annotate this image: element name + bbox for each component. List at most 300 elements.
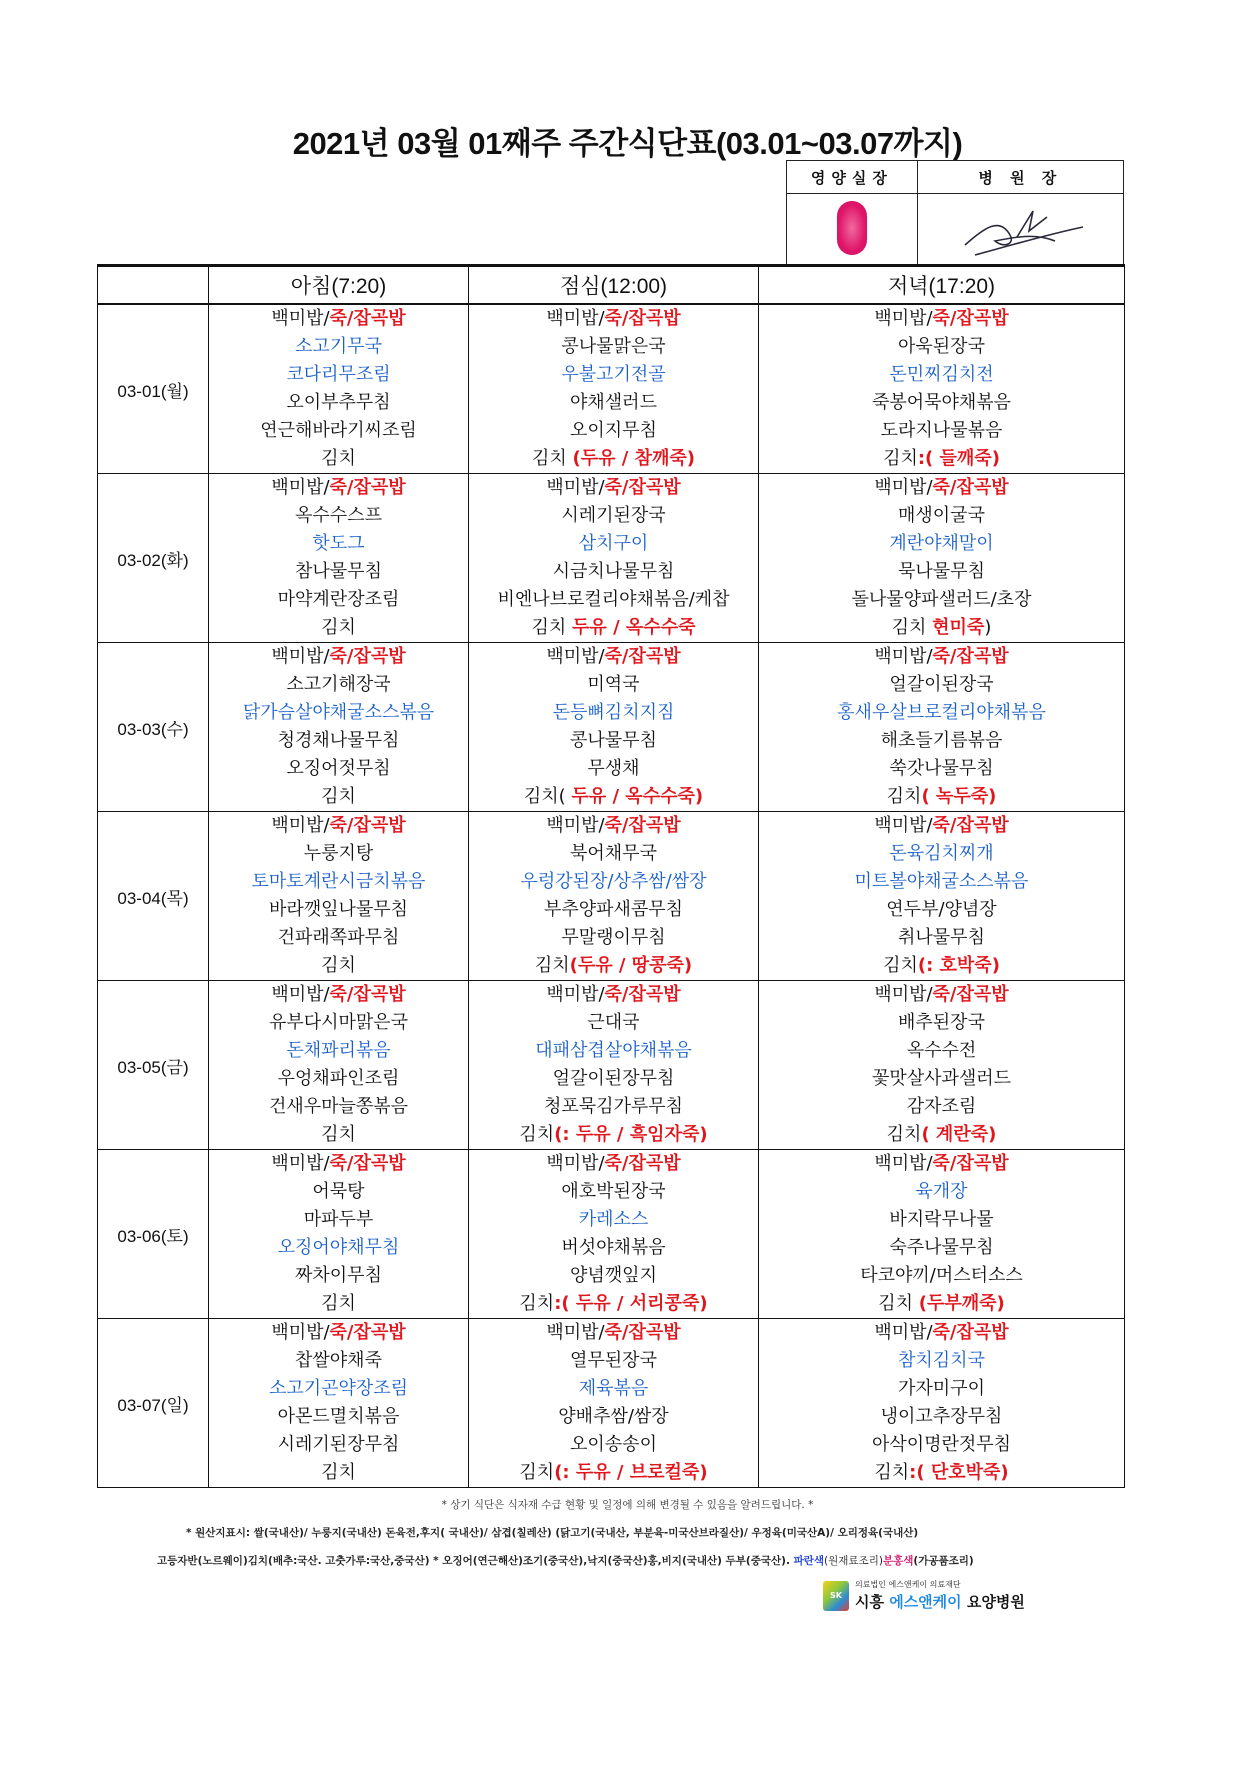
menu-item-text: 백미밥/ (874, 815, 933, 836)
menu-item (759, 755, 1124, 783)
menu-item (469, 502, 758, 530)
hospital-logo-icon: SK (823, 1581, 849, 1611)
menu-item (209, 1459, 468, 1487)
menu-item-text: 김치 (519, 1462, 555, 1483)
menu-item-text: 삼치구이 (578, 533, 649, 554)
menu-item (759, 1009, 1124, 1037)
menu-item (759, 671, 1124, 699)
menu-item (209, 868, 468, 896)
menu-item (209, 699, 468, 727)
menu-day-row (98, 474, 1125, 643)
menu-item-text: 김치 (321, 955, 356, 976)
menu-item-text: 건파래쪽파무침 (277, 927, 400, 948)
menu-item (469, 530, 758, 558)
dinner-cell (759, 812, 1125, 981)
lunch-cell (469, 474, 759, 643)
menu-item-text: ( 녹두죽) (921, 786, 997, 807)
menu-item (759, 1319, 1124, 1347)
menu-item (759, 1037, 1124, 1065)
weekly-menu-table (97, 264, 1125, 1488)
menu-item-text: 백미밥/ (546, 646, 605, 667)
menu-item (469, 868, 758, 896)
menu-item (759, 1150, 1124, 1178)
menu-item-text: (: 호박죽) (917, 955, 1000, 976)
menu-item (759, 614, 1124, 642)
menu-item-text: 시레기된장국 (561, 505, 666, 526)
menu-item (759, 1403, 1124, 1431)
header-dinner: 저녁(17:20) (759, 266, 1125, 305)
menu-item-text: 백미밥/ (874, 1153, 933, 1174)
menu-item-text: 현미죽 (932, 617, 985, 638)
dinner-cell (759, 1150, 1125, 1319)
menu-item-text: 죽/잡곡밥 (329, 1153, 406, 1174)
menu-item (209, 530, 468, 558)
menu-item (209, 812, 468, 840)
menu-item (759, 896, 1124, 924)
menu-item-text: 토마토계란시금치볶음 (251, 871, 426, 892)
hospital-logo (823, 1577, 1023, 1621)
breakfast-cell (209, 474, 469, 643)
breakfast-cell (209, 1319, 469, 1488)
menu-item (209, 1431, 468, 1459)
menu-item (209, 896, 468, 924)
header-blank (98, 266, 209, 305)
logo-name (855, 1591, 1025, 1612)
menu-item (759, 727, 1124, 755)
menu-item-text: 콩나물무침 (570, 730, 657, 751)
menu-item-text: 아삭이명란젓무침 (871, 1434, 1012, 1455)
menu-item (209, 502, 468, 530)
menu-item-text: 죽/잡곡밥 (932, 1322, 1009, 1343)
menu-item (759, 361, 1124, 389)
menu-item-text: 죽/잡곡밥 (329, 1322, 406, 1343)
menu-item (759, 389, 1124, 417)
menu-item (759, 1290, 1124, 1318)
menu-item-text: 김치 (534, 955, 570, 976)
menu-item-text: 김치 (321, 786, 356, 807)
menu-item-text: 돌나물양파샐러드/초장 (851, 589, 1032, 610)
menu-item-text: 죽/잡곡밥 (604, 646, 681, 667)
menu-item-text: 찹쌀야채죽 (295, 1350, 382, 1371)
menu-item-text: 얼갈이된장국 (889, 674, 994, 695)
origin-label-line-2 (157, 1553, 974, 1568)
menu-item (469, 361, 758, 389)
menu-item (209, 417, 468, 445)
menu-item-text: 김치 (519, 1293, 555, 1314)
menu-item-text: 죽/잡곡밥 (329, 984, 406, 1005)
menu-item-text: 백미밥/ (271, 308, 330, 329)
menu-item (469, 1262, 758, 1290)
menu-item (759, 924, 1124, 952)
menu-item (469, 1037, 758, 1065)
approval-box (786, 160, 1124, 267)
day-label: 03-03(수) (98, 643, 209, 812)
menu-item (759, 1065, 1124, 1093)
menu-item-text: 백미밥/ (546, 1153, 605, 1174)
menu-item (469, 1206, 758, 1234)
origin-label-line-2-text: 고등자반(노르웨이)김치(배추:국산. 고춧가루:국산,중국산) * 오징어(연근해산)조기(중국산),낙지(중국산)홍,비지(국내산) 두부(중국산). (157, 1555, 794, 1567)
menu-item (759, 502, 1124, 530)
menu-item-text: 백미밥/ (874, 1322, 933, 1343)
menu-item-text: 백미밥/ (546, 1322, 605, 1343)
menu-item-text: 애호박된장국 (561, 1181, 666, 1202)
menu-item-text: 백미밥/ (546, 477, 605, 498)
dinner-cell (759, 981, 1125, 1150)
menu-item-text: 계란야채말이 (889, 533, 994, 554)
menu-item (469, 1065, 758, 1093)
menu-item-text: 도라지나물볶음 (880, 420, 1003, 441)
menu-item (759, 1093, 1124, 1121)
menu-item-text: 두유 / 옥수수죽 (572, 617, 696, 638)
menu-item-text: 누룽지탕 (303, 843, 374, 864)
menu-item-text: 죽/잡곡밥 (932, 646, 1009, 667)
menu-item (759, 812, 1124, 840)
menu-item-text: (: 두유 / 흑임자죽) (554, 1124, 708, 1145)
menu-item (759, 1459, 1124, 1487)
menu-item (209, 614, 468, 642)
origin-label-line-1: * 원산지표시: 쌀(국내산)/ 누룽지(국내산) 돈육전,후지( 국내산)/ 삼겹(칠레산) (닭고기(국내산, 부분육-미국산브라질산)/ 우정육(미국산A)/ 오리정육(국내산) (186, 1527, 919, 1539)
menu-item-text: 백미밥/ (271, 1153, 330, 1174)
menu-item (209, 389, 468, 417)
menu-item (759, 1347, 1124, 1375)
menu-item (469, 417, 758, 445)
menu-item-text: 코다리무조림 (286, 364, 391, 385)
breakfast-cell (209, 812, 469, 981)
breakfast-cell (209, 304, 469, 474)
breakfast-cell (209, 981, 469, 1150)
menu-item-text: 연두부/양념장 (886, 899, 997, 920)
menu-item-text: 김치 (321, 617, 356, 638)
menu-item-text: 오이송송이 (570, 1434, 657, 1455)
menu-item (469, 727, 758, 755)
menu-item-text: 배추된장국 (898, 1012, 985, 1033)
menu-item-text: 돈등뼈김치지짐 (552, 702, 675, 723)
menu-item-text: 오징어젓무침 (286, 758, 391, 779)
menu-item-text: 백미밥/ (874, 308, 933, 329)
menu-item-text: 죽/잡곡밥 (932, 984, 1009, 1005)
menu-item (469, 896, 758, 924)
menu-item-text: 김치 (519, 1124, 555, 1145)
menu-item (469, 1234, 758, 1262)
menu-item-text: 가자미구이 (898, 1378, 985, 1399)
menu-item-text: 김치 (886, 786, 922, 807)
menu-item (469, 1150, 758, 1178)
menu-item-text: 옥수수스프 (295, 505, 382, 526)
menu-day-row (98, 981, 1125, 1150)
menu-item (469, 1319, 758, 1347)
menu-item (209, 952, 468, 980)
menu-item (759, 1121, 1124, 1149)
menu-item-text: 시레기된장무침 (277, 1434, 400, 1455)
menu-item-text: 해초들기름볶음 (880, 730, 1003, 751)
menu-item (209, 1037, 468, 1065)
menu-item (209, 671, 468, 699)
menu-item (209, 643, 468, 671)
menu-item-text: 김치 (531, 448, 573, 469)
menu-item (209, 1347, 468, 1375)
menu-item (209, 1290, 468, 1318)
menu-item-text: 죽/잡곡밥 (329, 477, 406, 498)
menu-item-text: 오이부추무침 (286, 392, 391, 413)
dinner-cell (759, 304, 1125, 474)
menu-item-text: 바라깻잎나물무침 (268, 899, 409, 920)
menu-item (759, 643, 1124, 671)
menu-item-text: 마약계란장조림 (277, 589, 400, 610)
menu-item-text: 죽/잡곡밥 (932, 1153, 1009, 1174)
menu-header-row (98, 266, 1125, 305)
menu-item-text: 미역국 (587, 674, 640, 695)
menu-item-text: 김치 (321, 448, 356, 469)
menu-item (209, 1121, 468, 1149)
menu-item-text: 어묵탕 (312, 1181, 365, 1202)
menu-item-text: 시금치나물무침 (552, 561, 675, 582)
menu-item-text: 죽/잡곡밥 (604, 984, 681, 1005)
menu-item-text: 죽/잡곡밥 (604, 815, 681, 836)
menu-item-text: 오징어야채무침 (277, 1237, 400, 1258)
menu-item-text: 콩나물맑은국 (561, 336, 666, 357)
menu-item (209, 586, 468, 614)
day-label: 03-02(화) (98, 474, 209, 643)
menu-item-text: (두유 / 땅콩죽) (569, 955, 693, 976)
lunch-cell (469, 643, 759, 812)
menu-item-text: ( 계란죽) (921, 1124, 997, 1145)
menu-item-text: 백미밥/ (271, 1322, 330, 1343)
day-label: 03-07(일) (98, 1319, 209, 1488)
menu-item (759, 1375, 1124, 1403)
menu-item (759, 445, 1124, 473)
menu-item (209, 981, 468, 1009)
approval-header-hospital-director: 병 원 장 (917, 161, 1123, 194)
logo-name-mid: 에스앤케이 (889, 1593, 962, 1611)
menu-item-text: 숙주나물무침 (889, 1237, 994, 1258)
menu-item-text: 백미밥/ (874, 984, 933, 1005)
menu-item-text: 김치 (321, 1462, 356, 1483)
menu-item (759, 530, 1124, 558)
menu-item (469, 1403, 758, 1431)
menu-item-text: 비엔나브로컬리야채볶음/케찹 (497, 589, 730, 610)
menu-item (209, 1375, 468, 1403)
menu-item-text: 죽/잡곡밥 (932, 477, 1009, 498)
menu-item-text: 감자조림 (906, 1096, 977, 1117)
menu-item-text: 무말랭이무침 (561, 927, 666, 948)
lunch-cell (469, 304, 759, 474)
menu-item-text: 김치 (321, 1124, 356, 1145)
menu-item-text: 김치( (523, 786, 572, 807)
menu-item-text: 김치 (883, 448, 918, 469)
approval-header-nutrition-manager: 영양실장 (787, 161, 918, 194)
menu-day-row (98, 304, 1125, 474)
menu-day-row (98, 1319, 1125, 1488)
menu-item-text: 양배추쌈/쌈장 (558, 1406, 669, 1427)
menu-item (759, 981, 1124, 1009)
menu-item-text: 취나물무침 (898, 927, 985, 948)
menu-item-text: 우엉채파인조림 (277, 1068, 400, 1089)
menu-item (209, 1262, 468, 1290)
menu-item (759, 558, 1124, 586)
menu-item-text: 김치 (321, 1293, 356, 1314)
breakfast-cell (209, 1150, 469, 1319)
menu-item-text: 죽/잡곡밥 (604, 308, 681, 329)
menu-item-text: 꽃맛살사과샐러드 (871, 1068, 1012, 1089)
menu-item-text: 대패삼겹살야채볶음 (535, 1040, 692, 1061)
menu-item-text: 아욱된장국 (898, 336, 985, 357)
menu-item (469, 1375, 758, 1403)
menu-item-text: 김치 (886, 1124, 922, 1145)
menu-item (209, 924, 468, 952)
menu-item (469, 1093, 758, 1121)
menu-item-text: (: 두유 / 브로컬죽) (554, 1462, 708, 1483)
menu-item-text: 백미밥/ (874, 477, 933, 498)
menu-item (209, 1403, 468, 1431)
signature-icon (955, 197, 1085, 259)
day-label: 03-01(월) (98, 304, 209, 474)
seal-stamp-icon (837, 201, 867, 255)
menu-item (469, 1121, 758, 1149)
menu-item-text: 백미밥/ (546, 815, 605, 836)
menu-day-row (98, 1150, 1125, 1319)
day-label: 03-05(금) (98, 981, 209, 1150)
menu-item (469, 305, 758, 333)
menu-item-text: 부추양파새콤무침 (543, 899, 684, 920)
menu-item (469, 1459, 758, 1487)
menu-item (759, 868, 1124, 896)
menu-item-text: 죽/잡곡밥 (329, 646, 406, 667)
menu-item-text: 백미밥/ (271, 477, 330, 498)
breakfast-cell (209, 643, 469, 812)
change-notice: * 상기 식단은 식자재 수급 현황 및 일정에 의해 변경될 수 있음을 알려드립니다. * (441, 1499, 814, 1511)
logo-name-left: 시흥 (855, 1593, 890, 1611)
day-label: 03-06(토) (98, 1150, 209, 1319)
menu-item-text: 죽/잡곡밥 (932, 815, 1009, 836)
menu-item (759, 1178, 1124, 1206)
menu-item (469, 924, 758, 952)
menu-item-text: (두부깨죽) (918, 1293, 1005, 1314)
menu-item (469, 1178, 758, 1206)
menu-item-text: 죽/잡곡밥 (604, 1322, 681, 1343)
menu-item-text: 참치김치국 (898, 1350, 985, 1371)
lunch-cell (469, 1319, 759, 1488)
lunch-cell (469, 812, 759, 981)
day-label: 03-04(목) (98, 812, 209, 981)
menu-item (759, 1431, 1124, 1459)
menu-item (209, 445, 468, 473)
legend-blue-label: 파란색 (793, 1555, 825, 1567)
menu-item-text: 죽/잡곡밥 (329, 815, 406, 836)
menu-item-text: (두유 / 참깨죽) (572, 448, 695, 469)
menu-item (759, 699, 1124, 727)
menu-item (469, 1009, 758, 1037)
menu-item-text: 우불고기전골 (561, 364, 666, 385)
menu-item-text: 소고기곤약장조림 (268, 1378, 409, 1399)
menu-item-text: 매생이굴국 (898, 505, 985, 526)
menu-item-text: 근대국 (587, 1012, 640, 1033)
menu-item (759, 1206, 1124, 1234)
menu-item-text: 청경채나물무침 (277, 730, 400, 751)
menu-item (469, 812, 758, 840)
menu-item (209, 474, 468, 502)
menu-item (469, 981, 758, 1009)
menu-item-text: 무생채 (587, 758, 640, 779)
legend-pink-label: 분홍색 (882, 1555, 914, 1567)
menu-item-text: 김치 (891, 617, 933, 638)
menu-item (209, 558, 468, 586)
menu-item (209, 1009, 468, 1037)
menu-item-text: 김치 (883, 955, 918, 976)
menu-item (759, 1234, 1124, 1262)
page-title: 2021년 03월 01째주 주간식단표(03.01~03.07까지) (292, 126, 963, 161)
menu-item-text: 백미밥/ (874, 646, 933, 667)
menu-item-text: 소고기해장국 (286, 674, 391, 695)
menu-item-text: 우렁강된장/상추쌈/쌈장 (520, 871, 707, 892)
menu-item-text: 죽봉어묵야채볶음 (871, 392, 1012, 413)
menu-item-text: :( 단호박죽) (909, 1462, 1009, 1483)
menu-item (469, 558, 758, 586)
menu-item-text: 타코야끼/머스터소스 (860, 1265, 1023, 1286)
menu-item (469, 952, 758, 980)
dinner-cell (759, 474, 1125, 643)
menu-item-text: 김치 (531, 617, 573, 638)
menu-item-text: :( 두유 / 서리콩죽) (554, 1293, 708, 1314)
menu-item-text: 소고기무국 (295, 336, 382, 357)
menu-item (469, 586, 758, 614)
approval-signature-cell (917, 194, 1123, 267)
menu-item (209, 333, 468, 361)
menu-item (759, 840, 1124, 868)
menu-item-text: 돈민찌김치전 (889, 364, 994, 385)
menu-item (469, 333, 758, 361)
menu-item (209, 1234, 468, 1262)
menu-item (759, 474, 1124, 502)
menu-item (759, 417, 1124, 445)
menu-day-row (98, 643, 1125, 812)
menu-item-text: 옥수수전 (906, 1040, 977, 1061)
dinner-cell (759, 1319, 1125, 1488)
menu-item-text: 제육볶음 (578, 1378, 649, 1399)
menu-item-text: 마파두부 (303, 1209, 374, 1230)
menu-item-text: 얼갈이된장무침 (552, 1068, 675, 1089)
menu-item-text: 돈채꽈리볶음 (286, 1040, 391, 1061)
menu-item (209, 840, 468, 868)
menu-item-text: 죽/잡곡밥 (329, 308, 406, 329)
menu-item-text: 백미밥/ (271, 984, 330, 1005)
legend-pink-desc: (가공품조리) (913, 1555, 974, 1567)
menu-item (209, 727, 468, 755)
menu-item (209, 1093, 468, 1121)
menu-item (209, 361, 468, 389)
menu-item-text: 백미밥/ (271, 646, 330, 667)
menu-item-text: 바지락무나물 (889, 1209, 994, 1230)
menu-item (469, 474, 758, 502)
menu-item-text: 카레소스 (578, 1209, 649, 1230)
menu-item-text: 닭가슴살야채굴소스볶음 (242, 702, 435, 723)
menu-item-text: 미트볼야채굴소스볶음 (854, 871, 1029, 892)
menu-item (469, 699, 758, 727)
menu-item (759, 586, 1124, 614)
menu-item (209, 1319, 468, 1347)
menu-item-text: 죽/잡곡밥 (932, 308, 1009, 329)
menu-item (469, 1290, 758, 1318)
menu-item (209, 1065, 468, 1093)
menu-item (469, 755, 758, 783)
menu-item-text: 건새우마늘쫑볶음 (268, 1096, 409, 1117)
menu-item (209, 305, 468, 333)
menu-item-text: 육개장 (915, 1181, 968, 1202)
menu-item-text: 북어채무국 (570, 843, 657, 864)
menu-item (469, 671, 758, 699)
lunch-cell (469, 981, 759, 1150)
menu-item-text: 두유 / 옥수수죽) (571, 786, 704, 807)
lunch-cell (469, 1150, 759, 1319)
